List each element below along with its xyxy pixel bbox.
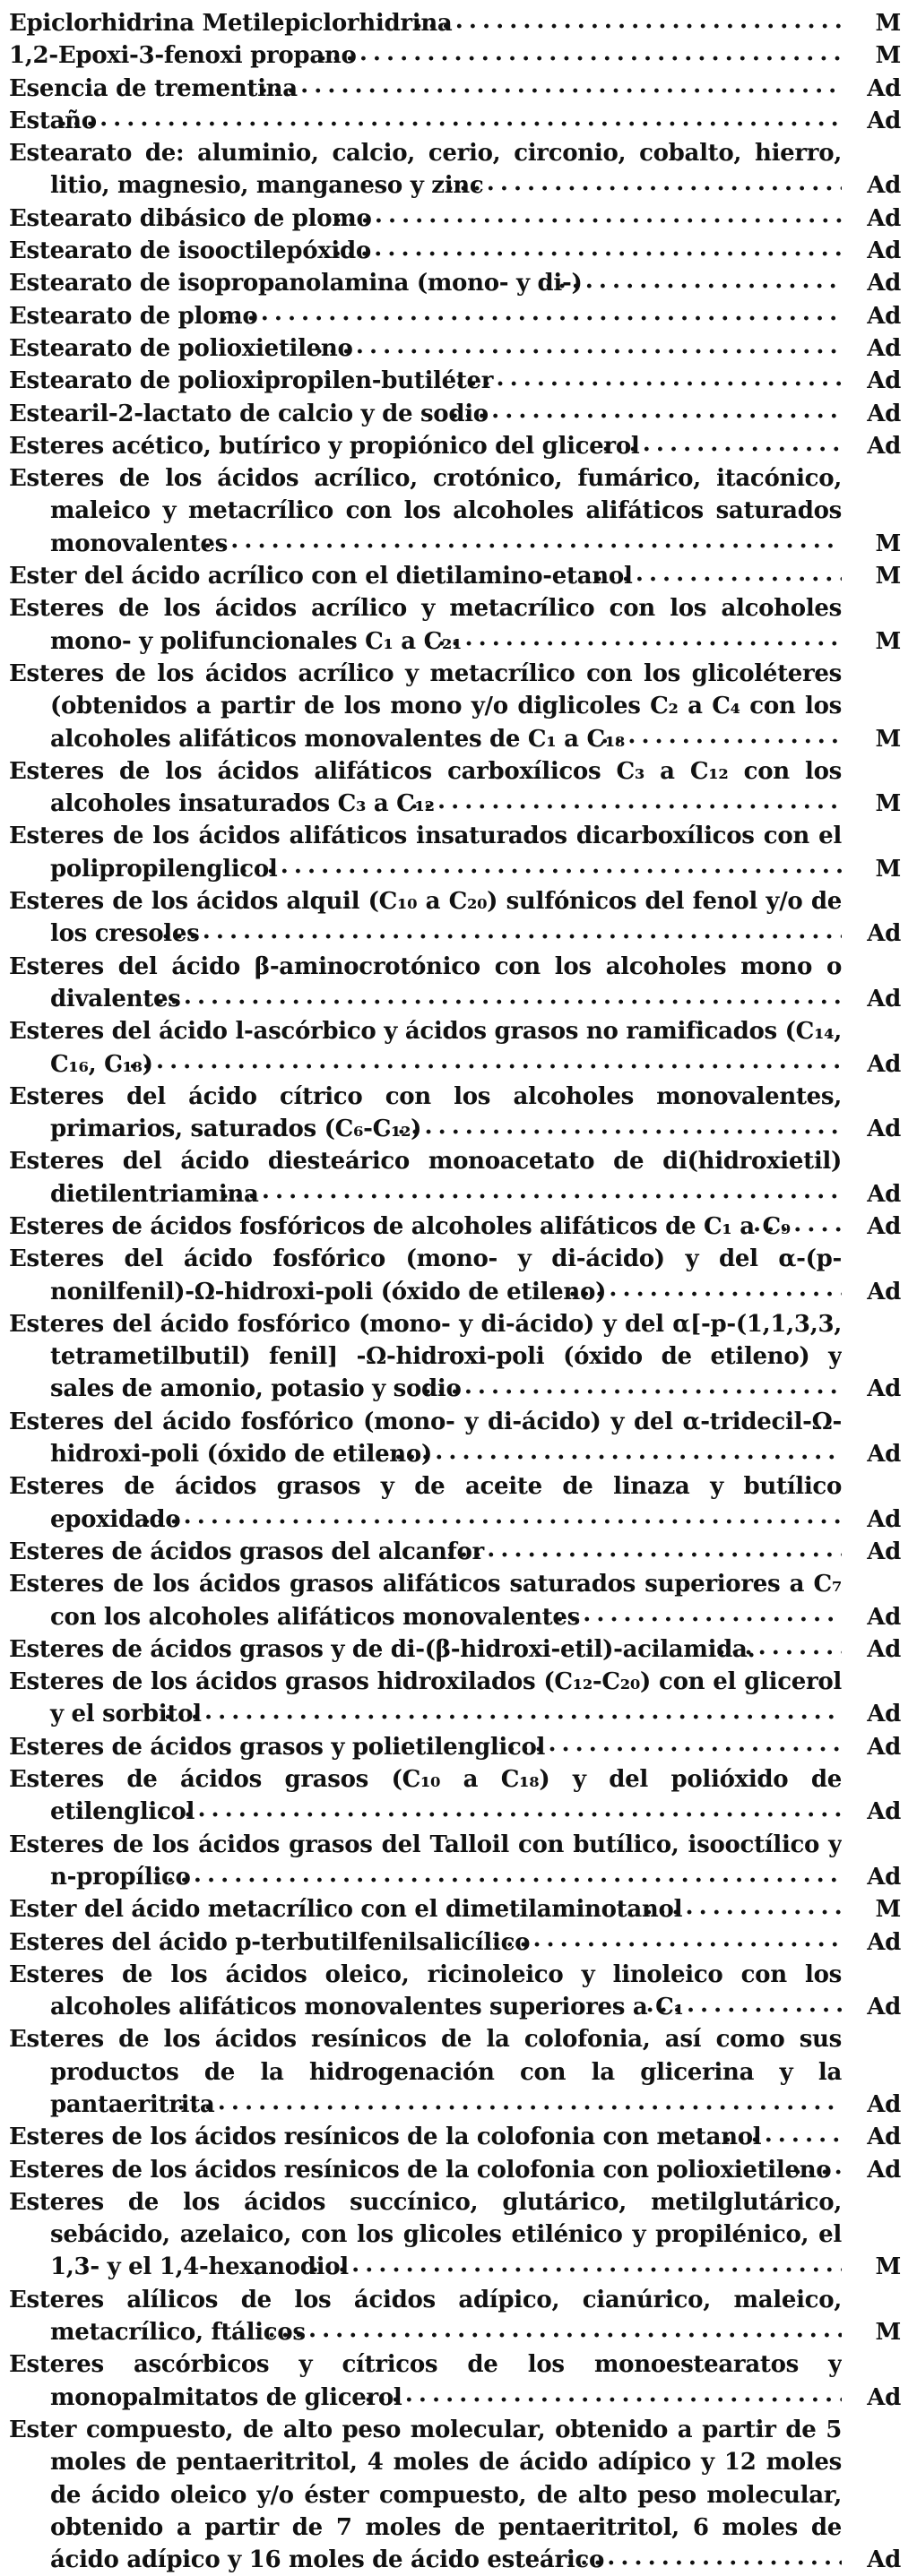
use-code: Ad xyxy=(842,1178,901,1210)
substance-name xyxy=(9,885,842,951)
list-item xyxy=(9,462,901,560)
substance-name-text: Estearato de isopropanolamina (mono- y di-) . . . xyxy=(9,270,583,297)
substance-name xyxy=(9,592,842,658)
substance-name xyxy=(9,1081,842,1146)
substance-name xyxy=(9,1308,842,1406)
list-item xyxy=(9,1081,901,1146)
substance-name-text: Esteres de los ácidos acrílico, crotónico, fumárico, itacónico, maleico y metacrílico con los alcoholes alifáticos saturados monovalentes . . . xyxy=(9,465,842,557)
substance-name-text: Esteres del ácido fosfórico (mono- y di-ácido) y del α-tridecil-Ω-hidroxi-poli (óxido de etileno) . . . xyxy=(9,1409,842,1468)
use-code: M xyxy=(842,625,901,658)
list-item xyxy=(9,1568,901,1633)
substance-name-text: Esteres del ácido diesteárico monoacetato de di(hidroxietil) dietilentriamina . . . xyxy=(9,1148,842,1207)
list-item xyxy=(9,820,901,885)
list-item xyxy=(9,430,901,462)
substance-name-text: Esteres de los ácidos alquil (C₁₀ a C₂₀) sulfónicos del fenol y/o de los cresoles . . . xyxy=(9,888,842,947)
use-code: M xyxy=(842,528,901,560)
list-item xyxy=(9,2414,901,2576)
substance-name xyxy=(9,1145,842,1210)
substance-name xyxy=(9,1243,842,1308)
substance-name xyxy=(9,1893,842,1926)
use-code: Ad xyxy=(842,2154,901,2186)
substance-name xyxy=(9,2154,842,2186)
list-item xyxy=(9,137,901,202)
substance-name-text: Esteres de ácidos fosfóricos de alcoholes alifáticos de C₁ a C₉ . . . xyxy=(9,1213,791,1240)
substance-name xyxy=(9,430,842,462)
list-item xyxy=(9,1829,901,1894)
substance-name-text: Esteres del ácido fosfórico (mono- y di-ácido) y del α-(p-nonilfenil)-Ω-hidroxi-poli (óxido de etileno) . . . xyxy=(9,1245,842,1305)
substance-name xyxy=(9,202,842,235)
list-item xyxy=(9,235,901,267)
substance-name xyxy=(9,1015,842,1081)
list-item xyxy=(9,1731,901,1763)
list-item xyxy=(9,1633,901,1666)
use-code: Ad xyxy=(842,1276,901,1308)
substance-name-text: Esencia de trementina . . . xyxy=(9,75,298,102)
substance-name-text: Esteres de los ácidos grasos alifáticos saturados superiores a C₇ con los alcoholes alifáticos monovalentes . . . xyxy=(9,1571,842,1630)
list-item xyxy=(9,951,901,1016)
list-item xyxy=(9,885,901,951)
list-item xyxy=(9,73,901,105)
use-code: Ad xyxy=(842,2089,901,2121)
substance-name xyxy=(9,1210,842,1243)
substance-name-text: Ester del ácido acrílico con el dietilamino-etanol . . . xyxy=(9,563,633,590)
list-item xyxy=(9,2121,901,2153)
list-item xyxy=(9,1926,901,1959)
substance-name-text: Esteres de los ácidos resínicos de la colofonia con polioxietileno . . . xyxy=(9,2157,831,2184)
list-item xyxy=(9,1015,901,1081)
use-code: M xyxy=(842,560,901,592)
use-code: Ad xyxy=(842,1438,901,1470)
list-item xyxy=(9,1893,901,1926)
list-item xyxy=(9,1666,901,1731)
substance-name-text: Esteres del ácido β-aminocrotónico con los alcoholes mono o divalentes . . . xyxy=(9,953,842,1012)
substance-name xyxy=(9,2414,842,2576)
use-code: Ad xyxy=(842,1373,901,1405)
substance-name xyxy=(9,1536,842,1568)
use-code: Ad xyxy=(842,2544,901,2576)
substance-name-text: Esteres de los ácidos acrílico y metacrílico con los glicoléteres (obtenidos a partir de los mono y/o diglicoles C₂ a C₄ con los alcoholes alifáticos monovalentes de C₁ a C₁₈ . . . xyxy=(9,660,842,753)
list-item xyxy=(9,39,901,72)
use-code: Ad xyxy=(842,398,901,430)
list-item xyxy=(9,592,901,658)
substance-name xyxy=(9,658,842,755)
substance-name-text: Esteres de los ácidos alifáticos insaturados dicarboxílicos con el polipropilenglicol . . . xyxy=(9,823,842,882)
substance-name-text: Estaño . . . xyxy=(9,108,97,134)
list-item xyxy=(9,755,901,821)
use-code: M xyxy=(842,1893,901,1926)
substance-name xyxy=(9,137,842,202)
list-item xyxy=(9,332,901,365)
use-code: Ad xyxy=(842,1210,901,1243)
list-item xyxy=(9,267,901,299)
substance-name-text: Estearato de polioxipropilen-butiléter . . . xyxy=(9,367,493,394)
use-code: M xyxy=(842,7,901,39)
substance-name xyxy=(9,235,842,267)
substance-name-text: Esteres del ácido p-terbutilfenilsalicílico . . . xyxy=(9,1929,530,1956)
use-code: Ad xyxy=(842,1536,901,1568)
substance-name-text: Esteres del ácido l-ascórbico y ácidos grasos no ramificados (C₁₄, C₁₆, C₁₈) . . . xyxy=(9,1018,842,1077)
substance-name-text: Esteres de los ácidos grasos hidroxilados (C₁₂-C₂₀) con el glicerol y el sorbitol . . . xyxy=(9,1668,842,1727)
use-code: M xyxy=(842,39,901,72)
substance-name-text: Esteres ascórbicos y cítricos de los monoestearatos y monopalmitatos de glicerol . . . xyxy=(9,2351,842,2410)
list-item xyxy=(9,1959,901,2024)
use-code: Ad xyxy=(842,2382,901,2414)
use-code: Ad xyxy=(842,1048,901,1081)
use-code: Ad xyxy=(842,365,901,397)
substance-name xyxy=(9,560,842,592)
substance-name-text: Esteres acético, butírico y propiónico del glicerol . . . xyxy=(9,433,639,460)
substance-name xyxy=(9,73,842,105)
use-code: M xyxy=(842,788,901,820)
substance-name-text: Estearato de: aluminio, calcio, cerio, circonio, cobalto, hierro, litio, magnesio, manganeso y zinc . . . xyxy=(9,140,842,199)
substance-name xyxy=(9,462,842,560)
use-code: Ad xyxy=(842,1633,901,1666)
use-code: Ad xyxy=(842,300,901,332)
substance-name xyxy=(9,2121,842,2153)
use-code: Ad xyxy=(842,1861,901,1893)
use-code: Ad xyxy=(842,1991,901,2023)
substance-name-text: Esteres del ácido fosfórico (mono- y di-ácido) y del α[-p-(1,1,3,3, tetrametilbutil) fenil] -Ω-hidroxi-poli (óxido de etileno) y sales de amonio, potasio y sodio . . . xyxy=(9,1311,842,1403)
use-code: Ad xyxy=(842,1601,901,1633)
use-code: Ad xyxy=(842,267,901,299)
substance-name xyxy=(9,820,842,885)
substance-name xyxy=(9,2023,842,2121)
use-code: Ad xyxy=(842,2121,901,2153)
list-item xyxy=(9,2348,901,2414)
use-code: M xyxy=(842,723,901,755)
use-code: Ad xyxy=(842,430,901,462)
substance-name-text: Estearil-2-lactato de calcio y de sodio . . . xyxy=(9,401,489,427)
use-code: Ad xyxy=(842,202,901,235)
use-code: Ad xyxy=(842,918,901,950)
list-item xyxy=(9,7,901,39)
substance-name-text: Esteres de los ácidos resínicos de la colofonia con metanol . . . xyxy=(9,2124,761,2150)
substance-name xyxy=(9,1959,842,2024)
substance-name-text: Esteres de los ácidos grasos del Talloil con butílico, isooctílico y n-propílico . . . xyxy=(9,1831,842,1891)
substance-name xyxy=(9,332,842,365)
substance-name-text: Estearato de polioxietileno . . . xyxy=(9,335,353,362)
substance-name-text: Esteres de los ácidos oleico, ricinoleico y linoleico con los alcoholes alifáticos monovalentes superiores a C₁ . . . xyxy=(9,1961,842,2020)
list-item xyxy=(9,1406,901,1471)
list-item xyxy=(9,1536,901,1568)
substance-name-text: Esteres del ácido cítrico con los alcoholes monovalentes, primarios, saturados (C₆-C₁₂) . . . xyxy=(9,1083,842,1142)
substance-name-text: Esteres de ácidos grasos y de di-(β-hidroxi-etil)-acilamida. . . . xyxy=(9,1636,755,1663)
list-item xyxy=(9,105,901,137)
use-code: Ad xyxy=(842,169,901,202)
substance-name-text: Estearato dibásico de plomo . . . xyxy=(9,205,372,232)
use-code: M xyxy=(842,2251,901,2283)
substance-name xyxy=(9,2284,842,2349)
substance-name xyxy=(9,365,842,397)
substance-name xyxy=(9,39,842,72)
list-item xyxy=(9,365,901,397)
use-code: Ad xyxy=(842,1796,901,1828)
substance-name xyxy=(9,951,842,1016)
use-code: Ad xyxy=(842,1698,901,1730)
substance-name xyxy=(9,2348,842,2414)
substance-name xyxy=(9,300,842,332)
substance-name-text: Esteres de los ácidos acrílico y metacrílico con los alcoholes mono- y polifuncionales C₁ a C₂₁ . . . xyxy=(9,595,842,654)
use-code: Ad xyxy=(842,1503,901,1536)
list-item xyxy=(9,300,901,332)
substance-name xyxy=(9,398,842,430)
substance-name xyxy=(9,2186,842,2284)
list-item xyxy=(9,1243,901,1308)
substance-name-text: Esteres de ácidos grasos (C₁₀ a C₁₈) y del polióxido de etilenglicol . . . xyxy=(9,1766,842,1825)
substance-name-text: Estearato de plomo . . . xyxy=(9,303,257,330)
substance-name xyxy=(9,267,842,299)
list-item xyxy=(9,1210,901,1243)
substance-name xyxy=(9,1666,842,1731)
substance-name-text: Esteres de ácidos grasos y polietilenglicol . . . xyxy=(9,1734,545,1761)
use-code: Ad xyxy=(842,1926,901,1959)
use-code: Ad xyxy=(842,235,901,267)
substance-name-text: Ester del ácido metacrílico con el dimetilaminotanol . . . xyxy=(9,1896,682,1923)
use-code: Ad xyxy=(842,73,901,105)
use-code: Ad xyxy=(842,332,901,365)
substance-name xyxy=(9,1926,842,1959)
list-item xyxy=(9,398,901,430)
list-item xyxy=(9,1763,901,1829)
list-item xyxy=(9,658,901,755)
list-item xyxy=(9,202,901,235)
substance-name-text: Esteres de los ácidos resínicos de la colofonia, así como sus productos de la hidrogenación con la glicerina y la pantaeritrita . . . xyxy=(9,2026,842,2118)
substance-name xyxy=(9,1470,842,1536)
substance-name xyxy=(9,755,842,821)
substance-name xyxy=(9,1633,842,1666)
list-item xyxy=(9,1145,901,1210)
substance-name-text: 1,2-Epoxi-3-fenoxi propano . . . xyxy=(9,42,357,69)
substance-name xyxy=(9,7,842,39)
substance-name xyxy=(9,1763,842,1829)
substance-name xyxy=(9,1829,842,1894)
substance-name xyxy=(9,1731,842,1763)
use-code: Ad xyxy=(842,983,901,1015)
use-code: Ad xyxy=(842,1113,901,1145)
list-item xyxy=(9,2023,901,2121)
substance-name-text: Esteres de ácidos grasos y de aceite de linaza y butílico epoxidado . . . xyxy=(9,1473,842,1532)
list-item xyxy=(9,2154,901,2186)
substance-name xyxy=(9,1568,842,1633)
list-item xyxy=(9,2186,901,2284)
list-item xyxy=(9,560,901,592)
use-code: M xyxy=(842,2316,901,2348)
use-code: Ad xyxy=(842,105,901,137)
substance-name-text: Estearato de isooctilepóxido . . . xyxy=(9,237,371,264)
substance-name-text: Esteres alílicos de los ácidos adípico, cianúrico, maleico, metacrílico, ftálicos . . . xyxy=(9,2287,842,2346)
substance-name-text: Epiclorhidrina Metilepiclorhidrina . . . xyxy=(9,10,452,37)
list-item xyxy=(9,1308,901,1406)
substance-name-text: Ester compuesto, de alto peso molecular, obtenido a partir de 5 moles de pentaeritritol, 4 moles de ácido adípico y 12 moles de ácido oleico y/o éster compuesto, de alto peso molecular, obtenido a partir de 7 moles de pentaeritritol, 6 moles de ácido adípico y 16 moles de ácido esteárico . . . xyxy=(9,2417,842,2573)
substance-name xyxy=(9,1406,842,1471)
substance-name-text: Esteres de ácidos grasos del alcanfor . . . xyxy=(9,1538,484,1565)
use-code: M xyxy=(842,853,901,885)
substance-name-text: Esteres de los ácidos alifáticos carboxílicos C₃ a C₁₂ con los alcoholes insaturados C₃ a C₁₂ . . . xyxy=(9,758,842,817)
list-item xyxy=(9,2284,901,2349)
list-item xyxy=(9,1470,901,1536)
substance-name-text: Esteres de los ácidos succínico, glutárico, metilglutárico, sebácido, azelaico, con los glicoles etilénico y propilénico, el 1,3- y el 1,4-hexanodiol . . . xyxy=(9,2189,842,2281)
use-code: Ad xyxy=(842,1731,901,1763)
substance-name xyxy=(9,105,842,137)
